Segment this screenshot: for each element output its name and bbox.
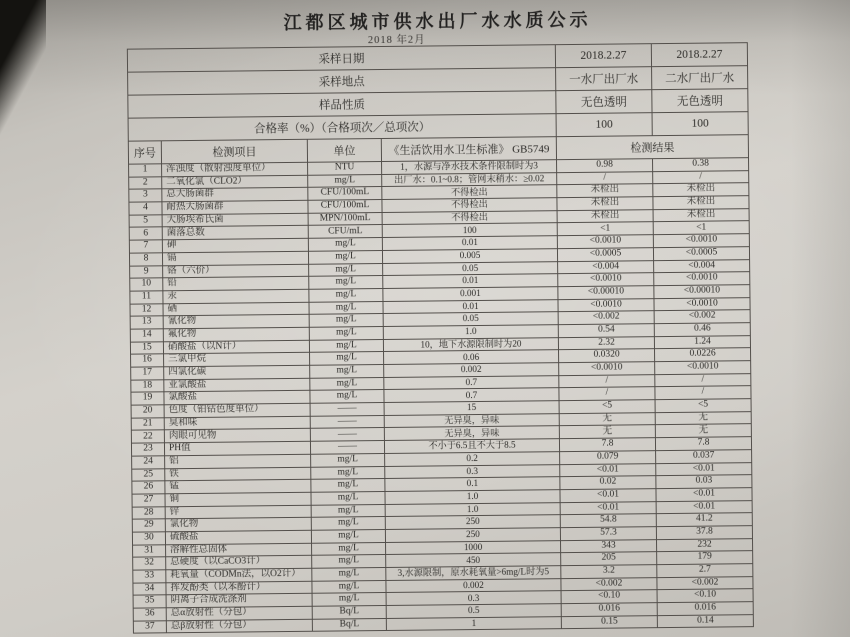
row-standard: 0.05	[383, 261, 558, 276]
row-standard: 250	[385, 515, 560, 530]
row-seq: 31	[133, 544, 166, 557]
row-item: 锰	[165, 479, 311, 493]
column-header-result: 检测结果	[556, 135, 748, 160]
row-result-plant1: <0.0010	[558, 298, 654, 312]
row-result-plant1: 0.079	[560, 450, 656, 464]
row-seq: 18	[131, 379, 164, 392]
row-seq: 20	[131, 405, 164, 418]
row-seq: 22	[131, 430, 164, 443]
row-unit: mg/L	[309, 263, 383, 276]
row-seq: 14	[130, 329, 163, 342]
row-result-plant2: /	[655, 373, 751, 387]
info-value-plant2: 100	[652, 112, 748, 136]
row-result-plant2: <0.10	[657, 589, 753, 603]
info-label: 合格率（%）（合格项次／总项次）	[128, 114, 556, 141]
row-seq: 25	[132, 468, 165, 481]
row-unit: mg/L	[312, 580, 386, 593]
column-header-item: 检测项目	[161, 139, 307, 164]
row-item: 硒	[163, 302, 309, 316]
row-seq: 32	[133, 557, 166, 570]
row-result-plant1: /	[559, 387, 655, 401]
row-seq: 37	[133, 621, 166, 634]
row-standard: 250	[385, 528, 560, 543]
row-standard: 0.3	[385, 464, 560, 479]
row-unit: Bq/L	[312, 618, 386, 631]
row-result-plant2: /	[655, 386, 751, 400]
row-seq: 15	[130, 341, 163, 354]
row-result-plant2: <0.01	[656, 488, 752, 502]
row-unit: mg/L	[312, 593, 386, 606]
row-unit: mg/L	[312, 555, 386, 568]
row-standard: 0.7	[384, 375, 559, 390]
row-result-plant2: <1	[653, 221, 749, 235]
row-item: 总硬度（以CaCO3计）	[166, 556, 312, 570]
info-value-plant1: 100	[556, 113, 652, 137]
row-unit: ——	[310, 441, 384, 454]
row-result-plant2: /	[653, 170, 749, 184]
row-item: 氟化物	[163, 327, 309, 341]
row-result-plant2: <0.002	[657, 576, 753, 590]
row-item: 亚氯酸盐	[164, 378, 310, 392]
row-result-plant2: 179	[657, 551, 753, 565]
row-unit: ——	[310, 415, 384, 428]
row-result-plant1: <0.0010	[558, 273, 654, 287]
row-result-plant1: <0.004	[558, 260, 654, 274]
row-standard: 0.01	[382, 236, 557, 251]
row-unit: mg/L	[310, 352, 384, 365]
row-result-plant1: 未检出	[557, 197, 653, 211]
row-item: 总β放射性（分包）	[166, 619, 312, 633]
row-seq: 24	[132, 456, 165, 469]
row-item: 菌落总数	[162, 226, 308, 240]
document-title: 江都区城市供水出厂水水质公示	[283, 9, 592, 34]
row-standard: 0.002	[386, 578, 561, 593]
row-result-plant2: <0.01	[656, 500, 752, 514]
row-item: 臭和味	[164, 416, 310, 430]
row-unit: CFU/100mL	[308, 187, 382, 200]
row-result-plant1: 无	[559, 412, 655, 426]
row-standard: 无异臭，异味	[384, 426, 559, 441]
row-result-plant2: 0.46	[654, 323, 750, 337]
info-value-plant1: 2018.2.27	[555, 44, 651, 68]
row-result-plant1: 3.2	[561, 565, 657, 579]
row-result-plant1: 205	[561, 552, 657, 566]
row-seq: 21	[131, 418, 164, 431]
row-standard: 450	[386, 553, 561, 568]
table-body	[127, 43, 753, 634]
row-seq: 8	[129, 253, 162, 266]
row-unit: MPN/100mL	[308, 212, 382, 225]
row-unit: mg/L	[309, 276, 383, 289]
row-item: 浑浊度（散射浊度单位）	[162, 162, 308, 176]
row-standard: 0.01	[383, 299, 558, 314]
row-result-plant1: <0.002	[558, 311, 654, 325]
row-seq: 5	[129, 215, 162, 228]
row-result-plant1: /	[559, 374, 655, 388]
row-unit: mg/L	[309, 288, 383, 301]
row-result-plant1: 57.3	[560, 527, 656, 541]
row-unit: ——	[310, 403, 384, 416]
row-result-plant2: 7.8	[655, 437, 751, 451]
row-unit: mg/L	[308, 238, 382, 251]
row-result-plant1: 54.8	[560, 514, 656, 528]
row-item: 大肠埃希氏菌	[162, 213, 308, 227]
row-unit: mg/L	[310, 364, 384, 377]
row-result-plant1: <5	[559, 400, 655, 414]
row-result-plant2: <5	[655, 399, 751, 413]
water-quality-table	[127, 42, 754, 634]
row-unit: mg/L	[308, 174, 382, 187]
row-standard: 不得检出	[382, 210, 557, 225]
row-result-plant2: 232	[656, 538, 752, 552]
row-item: 铬（六价）	[163, 264, 309, 278]
row-result-plant2: 1.24	[654, 335, 750, 349]
row-standard: 3,水源限制，原水耗氧量>6mg/L时为5	[386, 566, 561, 581]
row-standard: 不得检出	[382, 185, 557, 200]
row-result-plant2: <0.00010	[654, 285, 750, 299]
row-result-plant1: 无	[559, 425, 655, 439]
row-result-plant2: 41.2	[656, 513, 752, 527]
row-unit: mg/L	[311, 453, 385, 466]
row-item: 铜	[165, 492, 311, 506]
row-seq: 23	[131, 443, 164, 456]
row-result-plant1: <0.01	[560, 501, 656, 515]
info-value-plant2: 无色透明	[652, 89, 748, 113]
row-standard: 1.0	[385, 490, 560, 505]
row-item: 汞	[163, 289, 309, 303]
row-seq: 33	[133, 570, 166, 583]
row-result-plant2: <0.01	[656, 462, 752, 476]
row-standard: 0.3	[386, 591, 561, 606]
row-item: 铅	[163, 276, 309, 290]
row-unit: mg/L	[311, 517, 385, 530]
row-result-plant1: 0.0320	[559, 349, 655, 363]
row-standard: 0.2	[385, 451, 560, 466]
row-item: 砷	[162, 238, 308, 252]
row-item: 总大肠菌群	[162, 188, 308, 202]
row-result-plant2: 未检出	[653, 196, 749, 210]
info-label: 样品性质	[128, 91, 556, 118]
row-result-plant2: <0.004	[654, 259, 750, 273]
row-seq: 29	[132, 519, 165, 532]
row-result-plant2: 0.38	[653, 158, 749, 172]
row-standard: 1，水源与净水技术条件限制时为3	[382, 160, 557, 175]
row-result-plant2: 无	[655, 424, 751, 438]
row-seq: 17	[131, 367, 164, 380]
row-unit: mg/L	[308, 250, 382, 263]
row-item: 溶解性总固体	[166, 543, 312, 557]
row-unit: Bq/L	[312, 606, 386, 619]
info-value-plant2: 2018.2.27	[651, 43, 747, 67]
row-item: 阴离子合成洗涤剂	[166, 594, 312, 608]
row-standard: 0.005	[382, 248, 557, 263]
row-seq: 34	[133, 582, 166, 595]
row-standard: 1000	[386, 540, 561, 555]
row-result-plant1: 0.02	[560, 476, 656, 490]
row-standard: 100	[382, 223, 557, 238]
column-header-seq: 序号	[128, 141, 161, 164]
info-value-plant1: 一水厂出厂水	[556, 67, 652, 91]
column-header-standard: 《生活饮用水卫生标准》 GB5749	[381, 137, 556, 162]
row-standard: 1.0	[383, 325, 558, 340]
column-header-unit: 单位	[307, 139, 381, 163]
row-unit: mg/L	[312, 542, 386, 555]
row-seq: 19	[131, 392, 164, 405]
row-standard: 不得检出	[382, 198, 557, 213]
row-seq: 35	[133, 595, 166, 608]
row-item: 硫酸盐	[165, 530, 311, 544]
row-result-plant1: 未检出	[557, 184, 653, 198]
row-item: 硝酸盐（以N计）	[163, 340, 309, 354]
row-unit: mg/L	[309, 301, 383, 314]
row-result-plant1: 0.15	[561, 615, 657, 629]
row-result-plant2: 2.7	[657, 564, 753, 578]
row-standard: 1	[386, 616, 561, 631]
row-standard: 无异臭，异味	[384, 413, 559, 428]
row-item: 色度（铂钴色度单位）	[164, 403, 310, 417]
row-seq: 16	[131, 354, 164, 367]
row-item: 三氯甲烷	[164, 353, 310, 367]
row-item: 四氯化碳	[164, 365, 310, 379]
row-item: 总α放射性（分包）	[166, 606, 312, 620]
row-result-plant2: <0.0010	[653, 234, 749, 248]
info-label: 采样地点	[128, 68, 556, 95]
row-result-plant1: <0.01	[560, 463, 656, 477]
row-result-plant2: <0.0010	[654, 272, 750, 286]
row-result-plant1: 343	[560, 539, 656, 553]
row-seq: 27	[132, 494, 165, 507]
row-unit: NTU	[308, 162, 382, 175]
row-result-plant1: <1	[557, 222, 653, 236]
row-result-plant1: 未检出	[557, 209, 653, 223]
row-unit: mg/L	[311, 479, 385, 492]
row-item: 二氧化氯（CLO2）	[162, 175, 308, 189]
row-standard: 0.05	[383, 312, 558, 327]
row-item: 耐热大肠菌群	[162, 200, 308, 214]
row-standard: 0.1	[385, 477, 560, 492]
row-seq: 7	[129, 240, 162, 253]
row-standard: 1.0	[385, 502, 560, 517]
row-unit: mg/L	[311, 491, 385, 504]
row-seq: 12	[130, 303, 163, 316]
info-value-plant2: 二水厂出厂水	[652, 66, 748, 90]
row-result-plant2: 37.8	[656, 526, 752, 540]
row-result-plant2: 0.016	[657, 602, 753, 616]
row-seq: 2	[129, 176, 162, 189]
row-result-plant1: 2.32	[558, 336, 654, 350]
row-standard: 0.06	[384, 350, 559, 365]
row-seq: 28	[132, 506, 165, 519]
row-result-plant2: 0.037	[656, 449, 752, 463]
row-seq: 26	[132, 481, 165, 494]
row-unit: mg/L	[311, 529, 385, 542]
row-result-plant2: <0.0010	[654, 297, 750, 311]
row-result-plant1: <0.002	[561, 577, 657, 591]
row-standard: 不小于6.5且不大于8.5	[384, 439, 559, 454]
row-standard: 0.001	[383, 287, 558, 302]
row-item: 氰化物	[163, 315, 309, 329]
row-result-plant2: 未检出	[653, 208, 749, 222]
row-item: 挥发酚类（以苯酚计）	[166, 581, 312, 595]
row-seq: 11	[130, 291, 163, 304]
row-seq: 10	[130, 278, 163, 291]
row-item: 铁	[165, 467, 311, 481]
row-standard: 0.7	[384, 388, 559, 403]
row-item: 肉眼可见物	[164, 429, 310, 443]
row-unit: mg/L	[309, 326, 383, 339]
row-seq: 13	[130, 316, 163, 329]
row-unit: mg/L	[312, 567, 386, 580]
row-result-plant1: <0.0005	[557, 247, 653, 261]
row-item: 镉	[162, 251, 308, 265]
row-unit: mg/L	[311, 466, 385, 479]
row-result-plant2: <0.002	[654, 310, 750, 324]
row-standard: 0.01	[383, 274, 558, 289]
row-result-plant2: 0.03	[656, 475, 752, 489]
row-seq: 36	[133, 608, 166, 621]
row-result-plant2: 无	[655, 411, 751, 425]
row-result-plant1: <0.01	[560, 489, 656, 503]
row-item: PH值	[164, 441, 310, 455]
row-result-plant1: /	[557, 171, 653, 185]
row-result-plant1: 0.54	[558, 324, 654, 338]
row-seq: 3	[129, 189, 162, 202]
row-result-plant2: 0.14	[657, 614, 753, 628]
row-result-plant2: <0.0010	[655, 361, 751, 375]
row-standard: 15	[384, 401, 559, 416]
row-standard: 出厂水：0.1~0.8；管网末稍水：≥0.02	[382, 172, 557, 187]
row-item: 锌	[165, 505, 311, 519]
row-result-plant1: 0.016	[561, 603, 657, 617]
row-result-plant1: <0.10	[561, 590, 657, 604]
info-label: 采样日期	[127, 45, 555, 72]
document-subtitle: 2018 年2月	[367, 34, 426, 47]
row-item: 氯酸盐	[164, 391, 310, 405]
row-unit: mg/L	[309, 314, 383, 327]
row-result-plant1: <0.0010	[557, 235, 653, 249]
row-standard: 0.002	[384, 363, 559, 378]
row-seq: 4	[129, 202, 162, 215]
row-unit: mg/L	[310, 390, 384, 403]
row-result-plant1: 7.8	[559, 438, 655, 452]
info-value-plant1: 无色透明	[556, 90, 652, 114]
row-seq: 1	[129, 164, 162, 177]
row-unit: CFU/mL	[308, 225, 382, 238]
row-item: 氯化物	[165, 518, 311, 532]
row-unit: mg/L	[309, 339, 383, 352]
row-item: 铝	[165, 454, 311, 468]
row-unit: mg/L	[311, 504, 385, 517]
row-seq: 30	[132, 532, 165, 545]
row-unit: mg/L	[310, 377, 384, 390]
row-result-plant1: 0.98	[557, 159, 653, 173]
row-result-plant2: 未检出	[653, 183, 749, 197]
row-result-plant2: 0.0226	[655, 348, 751, 362]
row-result-plant1: <0.00010	[558, 286, 654, 300]
row-seq: 6	[129, 227, 162, 240]
row-result-plant2: <0.0005	[653, 246, 749, 260]
row-seq: 9	[130, 265, 163, 278]
row-unit: CFU/100mL	[308, 200, 382, 213]
row-standard: 0.5	[386, 604, 561, 619]
row-result-plant1: <0.0010	[559, 362, 655, 376]
row-standard: 10，地下水源限制时为20	[383, 337, 558, 352]
row-item: 耗氧量（CODMn法，以O2计）	[166, 568, 312, 582]
row-unit: ——	[310, 428, 384, 441]
